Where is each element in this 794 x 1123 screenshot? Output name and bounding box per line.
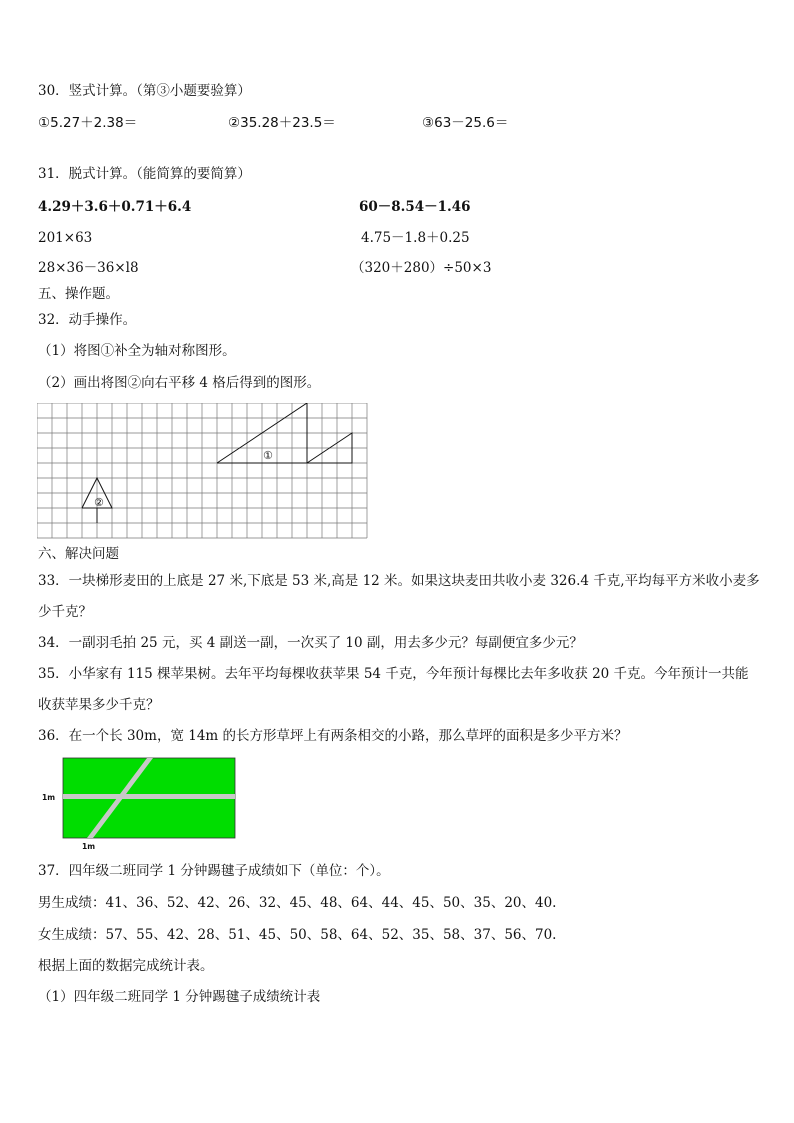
- q35-line-1: 35．小华家有 115 棵苹果树。去年平均每棵收获苹果 54 千克，今年预计每棵比去年多收获 20 千克。今年预计一共能: [38, 666, 749, 682]
- q32-sub2: （2）画出将图②向右平移 4 格后得到的图形。: [38, 375, 321, 391]
- q30-item-2: ②35.28＋23.5＝: [228, 115, 336, 131]
- grid-figure: [37, 403, 369, 539]
- bottom-width-label: 1m: [82, 842, 96, 851]
- q31-expr-6: （320＋280）÷50×3: [351, 260, 492, 276]
- horizontal-path: [63, 794, 235, 799]
- q30-title: 30．竖式计算。（第③小题要验算）: [38, 83, 251, 99]
- q31-expr-3: 201×63: [38, 230, 93, 246]
- girls-scores: 女生成绩：57、55、42、28、51、45、50、58、64、52、35、58、37、56、70.: [38, 927, 557, 943]
- figure-2-label: ②: [94, 496, 104, 509]
- q34-text: 34．一副羽毛拍 25 元，买 4 副送一副，一次买了 10 副，用去多少元？每副便宜多少元？: [38, 635, 583, 651]
- q32-title: 32．动手操作。: [38, 312, 137, 328]
- q31-expr-4: 4.75－1.8＋0.25: [361, 230, 470, 246]
- q31-expr-1: 4.29＋3.6＋0.71＋6.4: [38, 199, 192, 215]
- boys-scores: 男生成绩：41、36、52、42、26、32、45、48、64、44、45、50、35、20、40.: [38, 895, 557, 911]
- section-6-heading: 六、解决问题: [38, 546, 119, 562]
- q31-expr-5: 28×36－36×l8: [38, 260, 139, 276]
- q37-title: 37．四年级二班同学 1 分钟踢毽子成绩如下（单位：个）。: [38, 863, 390, 879]
- q31-title: 31．脱式计算。（能简算的要简算）: [38, 166, 251, 182]
- q36-title: 36．在一个长 30m，宽 14m 的长方形草坪上有两条相交的小路，那么草坪的面积是多少平方米？: [38, 728, 628, 744]
- q30-item-3: ③63－25.6＝: [422, 115, 509, 131]
- q33-line-1: 33．一块梯形麦田的上底是 27 米,下底是 53 米,高是 12 米。如果这块麦田共收小麦 326.4 千克,平均每平方米收小麦多: [38, 573, 760, 589]
- q35-line-2: 收获苹果多少千克？: [38, 697, 160, 713]
- section-5-heading: 五、操作题。: [38, 286, 119, 302]
- side-width-label: 1m: [42, 793, 56, 802]
- q32-sub1: （1）将图①补全为轴对称图形。: [38, 343, 236, 359]
- q30-item-1: ①5.27＋2.38＝: [38, 115, 138, 131]
- q33-line-2: 少千克？: [38, 604, 92, 620]
- q31-expr-2: 60－8.54－1.46: [359, 199, 471, 215]
- grid-lines: [37, 403, 367, 538]
- q37-sub1: （1）四年级二班同学 1 分钟踢毽子成绩统计表: [38, 989, 321, 1005]
- lawn-figure: [40, 756, 240, 852]
- q37-instruction: 根据上面的数据完成统计表。: [38, 958, 214, 974]
- figure-1-label: ①: [263, 449, 273, 462]
